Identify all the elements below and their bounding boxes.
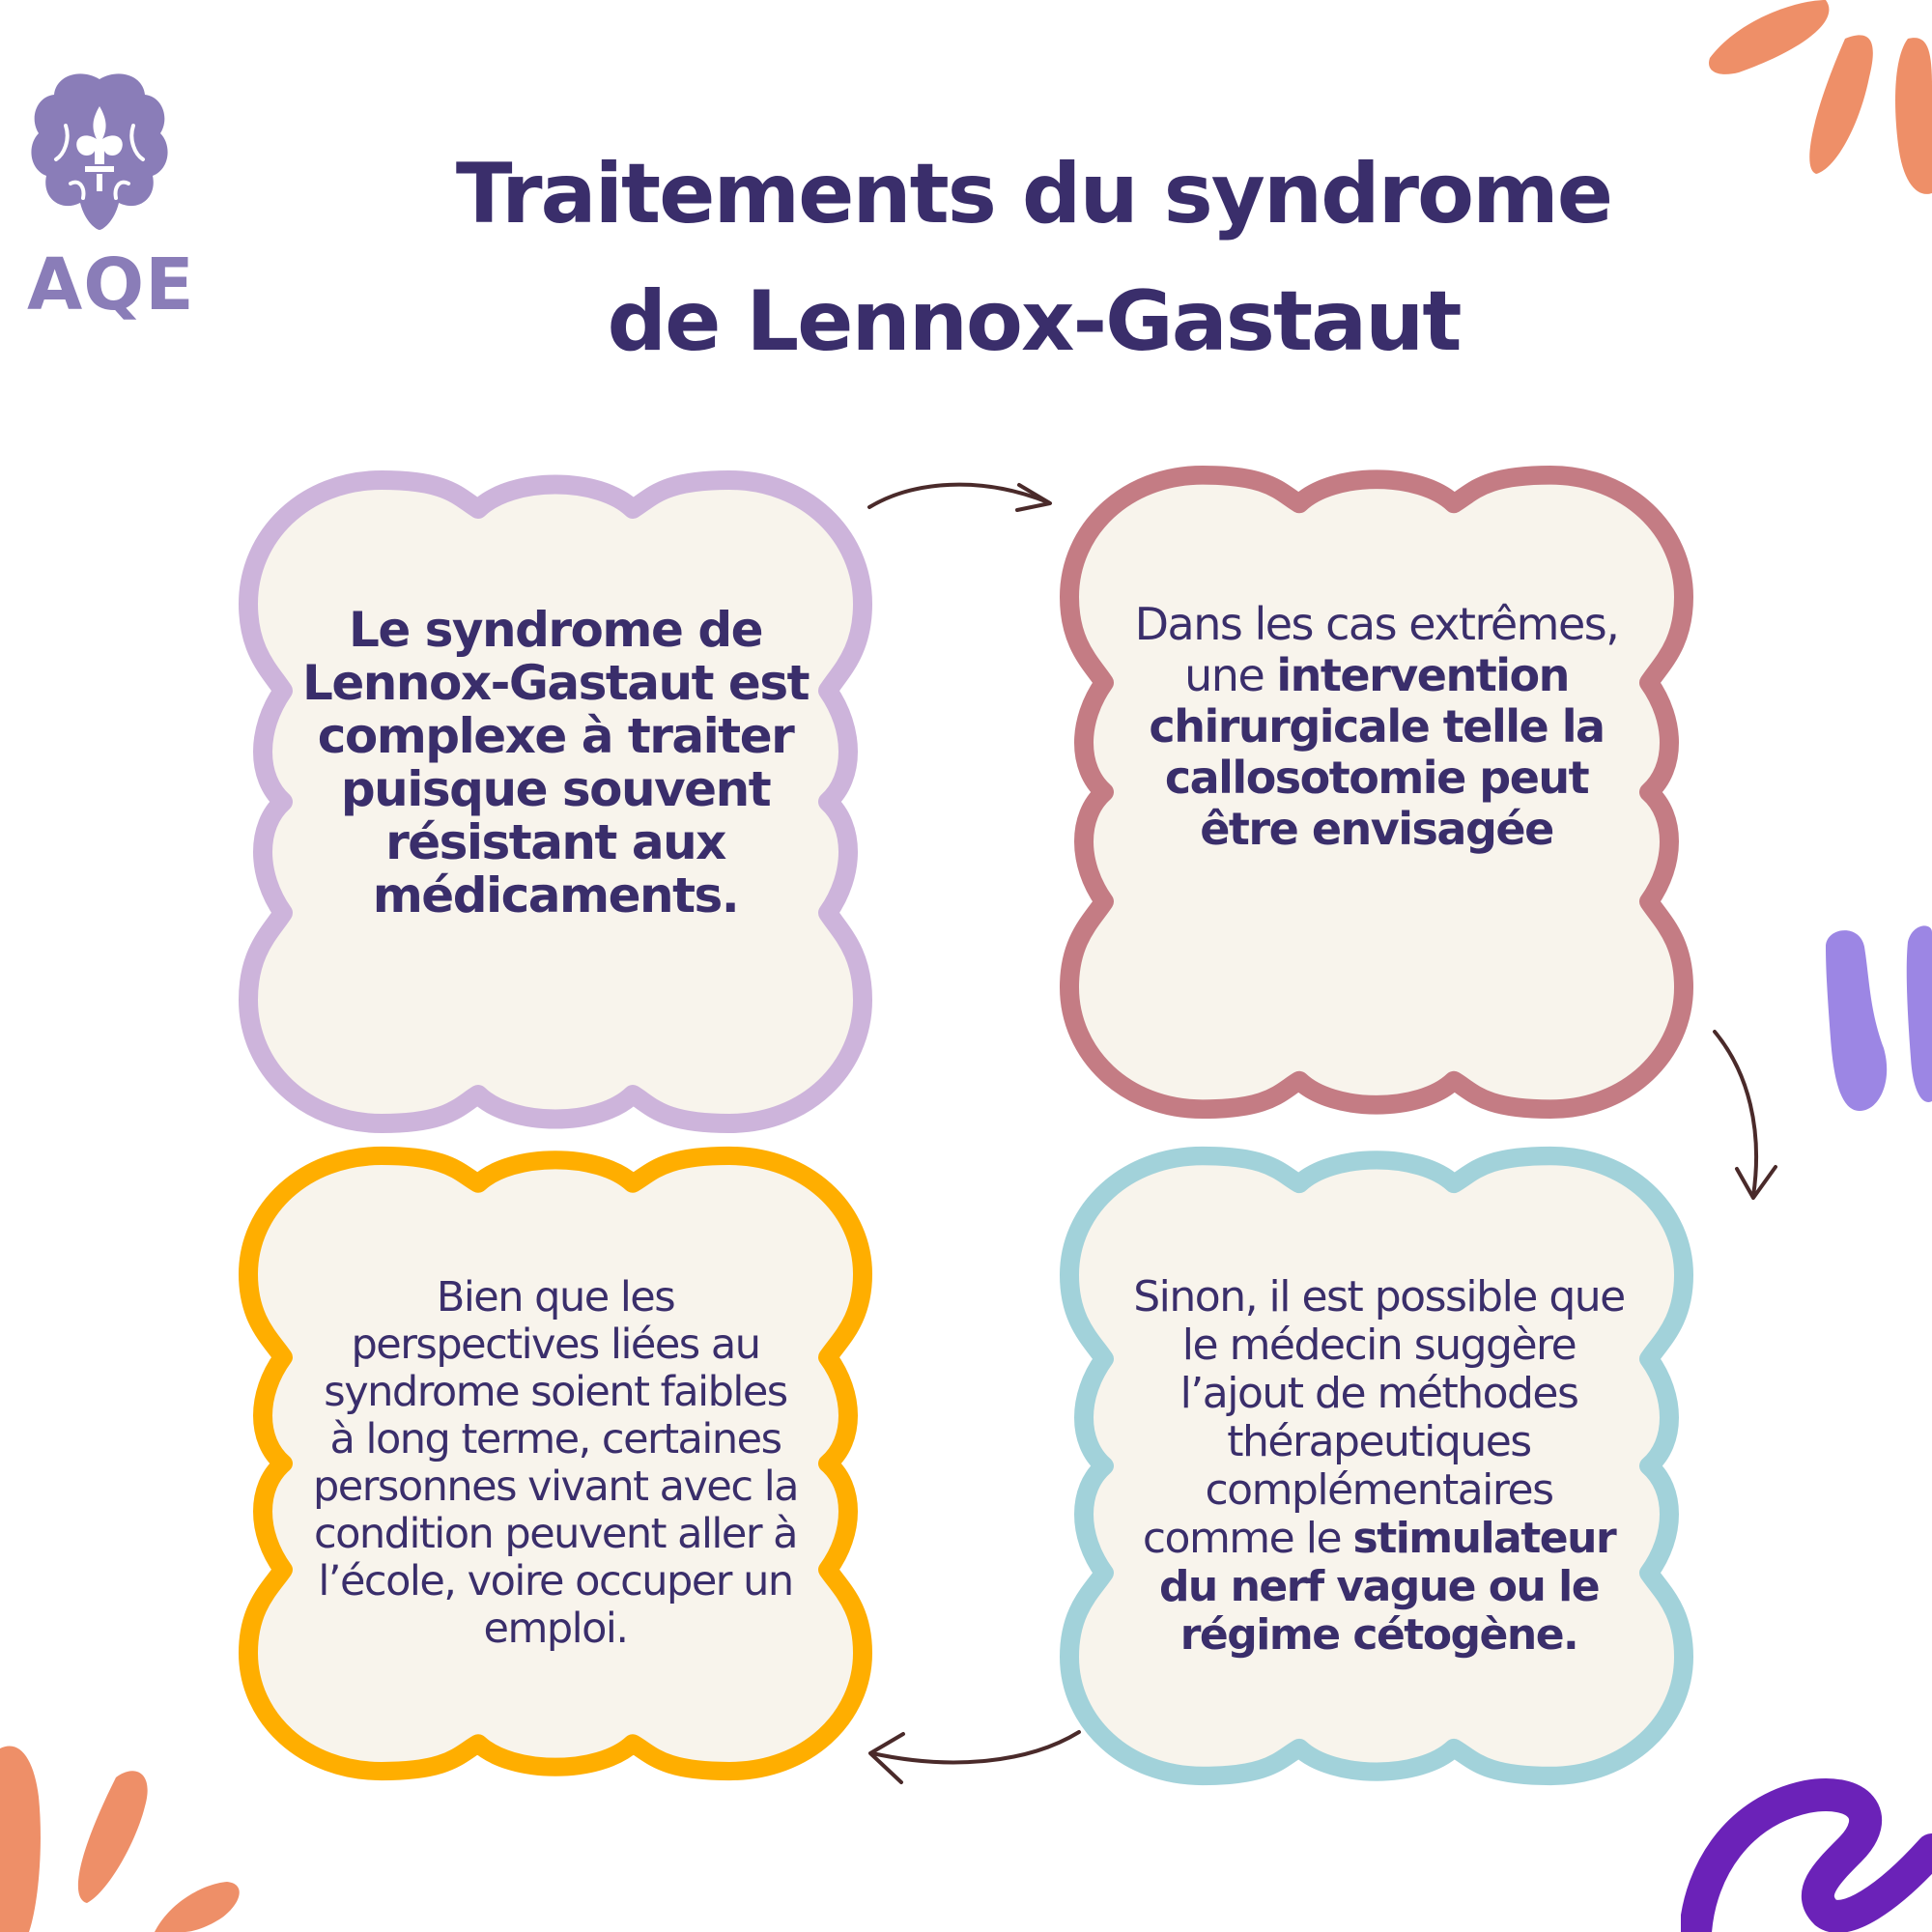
card-text (1130, 1145, 1628, 1787)
brain-fleur-de-lis-icon (27, 68, 172, 242)
decoration-right-lavender (1816, 923, 1932, 1116)
title-line-2: de Lennox-Gastaut (607, 273, 1461, 370)
card-text (309, 1145, 802, 1782)
card-text-plain: Sinon, il est possible que le médecin suggère l’ajout de méthodes thérapeutiques complémentaires comme le (1133, 1271, 1625, 1563)
card-complex-treatment (237, 469, 874, 1135)
arrow-down-icon (1710, 1024, 1787, 1208)
card-text (1125, 464, 1628, 1121)
page-title (290, 130, 1777, 385)
arrow-left-icon (865, 1724, 1087, 1797)
card-text-plain: Dans les cas extrêmes, une (1134, 598, 1619, 701)
title-line-1: Traitements du syndrome (455, 146, 1612, 242)
card-long-term-outlook (237, 1145, 874, 1782)
decoration-bottom-right-squiggle (1681, 1724, 1932, 1932)
card-surgical-intervention (1058, 464, 1695, 1121)
card-complementary-methods (1058, 1145, 1695, 1787)
card-text-bold: intervention chirurgicale telle la callosotomie peut être envisagée (1149, 649, 1605, 855)
logo-text: AQE (27, 243, 195, 327)
decoration-bottom-left (0, 1739, 251, 1932)
arrow-right-icon (865, 464, 1058, 522)
card-text-bold: stimulateur du nerf vague ou le régime cétogène. (1158, 1513, 1616, 1660)
card-text-content: Bien que les perspectives liées au syndrome soient faibles à long terme, certaines personnes vivant avec la condition peuvent aller à l’école, voire occuper un emploi. (312, 1273, 798, 1653)
card-text (299, 469, 811, 1135)
card-text-content: Le syndrome de Lennox-Gastaut est complexe à traiter puisque souvent résistant aux médicaments. (302, 602, 809, 923)
